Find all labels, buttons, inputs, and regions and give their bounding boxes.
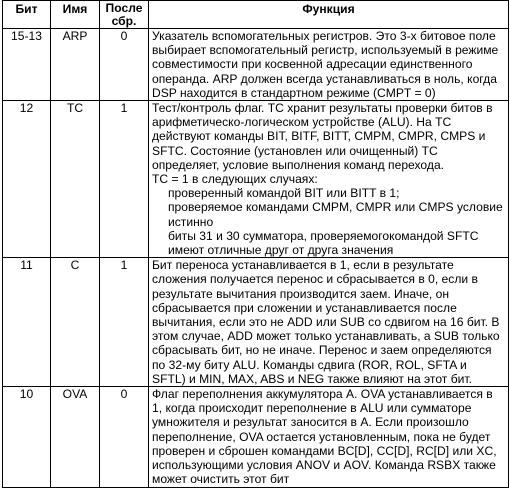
row-function-cell: Тест/контроль флаг. TC хранит результаты проверки битов в арифметическо-логическом устройстве (ALU). На TC действуют команды BIT, BITF, BITT, CMPM, CMPR, CMPS и SFTC. Состояние (установлен или очищенный) TC определяет, условие выполнения команд перехода. TC = 1 в следующих случаях: проверенный командой BIT или BITT в 1; проверяемое командами CMPM, CMPR или CMPS условие истинно биты 31 и 30 сумматора, проверяемогокомандой SFTC имеют отличные друг от друга значения [149,101,509,258]
row-name-cell: C [51,258,100,387]
table-row [3,29,509,101]
row-function-cell: Указатель вспомогательных регистров. Это 3-х битовое поле выбирает вспомогательный регистр, используемый в режиме совместимости при косвенной адресации единственного операнда. ARP должен всегда устанавливаться в ноль, когда DSP находится в стандартном режиме (CMPT = 0) [149,29,509,101]
row-bit-cell: 11 [3,258,51,387]
row-bit-cell: 15-13 [3,29,51,101]
row-name-cell: OVA [51,387,100,487]
table-row [3,101,509,258]
header-bit: Бит [3,1,51,29]
row-function-cell: Флаг переполнения аккумулятора А. OVA устанавливается в 1, когда происходит переполнение в ALU или сумматоре умножителя и результат заносится в А. Если произошло переполнение, OVA остается установленным, пока не будет проверен и сброшен командами BC[D], CC[D], RC[D] или XC, использующими условия ANOV и AOV. Команда RSBX также может очистить этот бит [149,387,509,487]
list-item: проверенный командой BIT или BITT в 1; [168,186,400,201]
row-name-cell: ARP [51,29,100,101]
register-bits-table [2,0,509,488]
row-reset-cell: 0 [100,387,149,487]
row-reset-cell: 0 [100,29,149,101]
header-name: Имя [51,1,100,29]
row-name-cell: TC [51,101,100,258]
row-function-cell: Бит переноса устанавливается в 1, если в результате сложения получается перенос и сбрасывается в 0, если в результате вычитания производится заем. Иначе, он сбрасывается при сложении и устанавливается после вычитания, если это не ADD или SUB со сдвигом на 16 бит. В этом случае, ADD может только устанавливать, а SUB только сбрасывать бит, но не иначе. Перенос и заем определяются по 32-му биту ALU. Команды сдвига (ROR, ROL, SFTA и SFTL) и MIN, MAX, ABS и NEG также влияют на этот бит. [149,258,509,387]
row-reset-cell: 1 [100,258,149,387]
row-bit-cell: 10 [3,387,51,487]
header-reset-value: После сбр. [100,1,149,29]
row-bit-cell: 12 [3,101,51,258]
table-header-row [3,1,509,29]
row-reset-cell: 1 [100,101,149,258]
list-item: проверяемое командами CMPM, CMPR или CMPS условие [168,200,503,215]
list-item: биты 31 и 30 сумматора, проверяемогокомандой SFTC [168,228,479,243]
table-row [3,258,509,387]
header-function: Функция [149,1,509,29]
table-row [3,387,509,487]
